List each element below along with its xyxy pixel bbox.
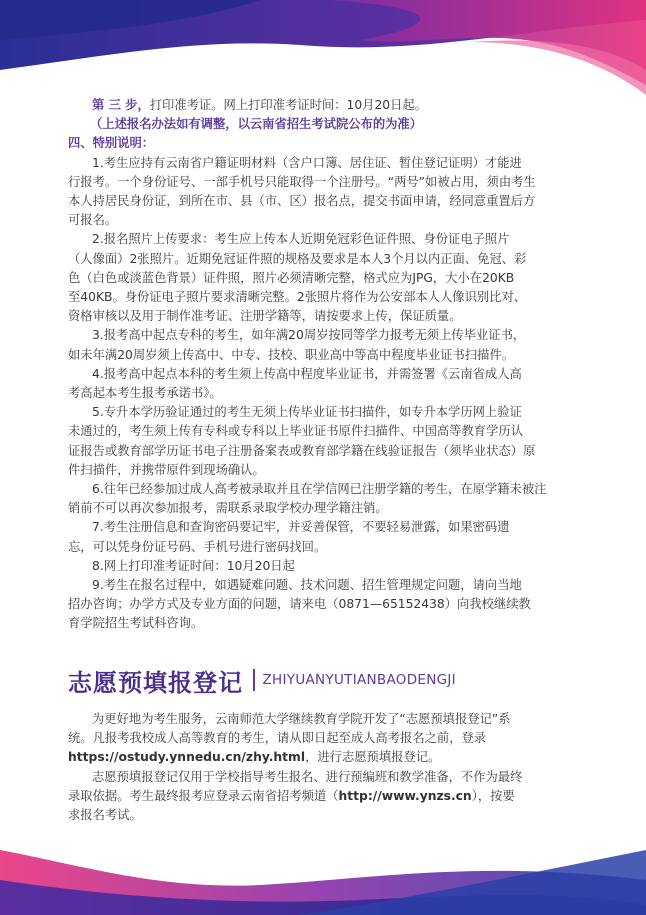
item-line: 本人持居民身份证，到所在市、县（市、区）报名点，提交书面申请，经同意重置后方 [68, 194, 536, 209]
para2-line1: 志愿预填报登记仅用于学校指导考生报名、进行预编班和教学准备，不作为最终 [92, 769, 523, 784]
para2-line2 [68, 787, 580, 806]
item-line: 色（白色或淡蓝色背景）证件照，照片必须清晰完整，格式应为JPG，大小在20KB [68, 270, 515, 285]
item-line: 销前不可以再次参加报考，需联系录取学校办理学籍注销。 [68, 501, 388, 516]
item-line: 件扫描件，并携带原件到现场确认。 [68, 462, 265, 477]
item-line: 至40KB。身份证电子照片要求清晰完整。2张照片将作为公安部本人人像识别比对、 [68, 290, 527, 305]
item-line: 4.报考高中起点本科的考生须上传高中程度毕业证书，并需签署《云南省成人高 [92, 366, 522, 381]
step3-line [68, 96, 580, 115]
item-line: 5.专升本学历验证通过的考生无须上传毕业证书扫描件，如专升本学历网上验证 [92, 405, 522, 420]
item-line: 资格审核以及用于制作准考证、注册学籍等，请按要求上传，保证质量。 [68, 309, 462, 324]
para1-line1: 为更好地为考生服务，云南师范大学继续教育学院开发了“志愿预填报登记”系 [92, 712, 511, 726]
para2-line2-tail: ），按要 [471, 788, 515, 803]
item-6 [68, 480, 580, 518]
item-line: 行报考。一个身份证号、一部手机号只能取得一个注册号。“两号”如被占用，须由考生 [68, 174, 536, 189]
item-line: 9.考生在报名过程中，如遇疑难问题、技术问题、招生管理规定问题，请向当地 [92, 578, 522, 593]
item-line: 未通过的，考生须上传有专科或专科以上毕业证书原件扫描件、中国高等教育学历认 [68, 424, 523, 439]
ostudy-link[interactable]: https://ostudy.ynnedu.cn/zhy.html [68, 750, 306, 765]
item-line: 考高起本考生报考承诺书》。 [68, 386, 222, 401]
section-title [68, 664, 456, 696]
item-1 [68, 154, 580, 231]
section-title-en: ZHIYUANYUTIANBAODENGJI [262, 672, 456, 688]
para1-line3-tail: ，进行志愿预填报登记。 [305, 750, 441, 765]
item-line: 招办咨询；办学方式及专业方面的问题，请来电（0871—65152438）向我校继续教 [68, 597, 531, 612]
item-line: 可报名。 [68, 213, 118, 228]
section4-heading: 四、特别说明： [68, 136, 155, 151]
item-3 [68, 326, 580, 364]
item-line: 1.考生应持有云南省户籍证明材料（含户口簿、居住证、暂住登记证明）才能进 [92, 155, 522, 170]
para2-line3: 求报名考试。 [68, 808, 142, 823]
step3-label: 第 三 步， [92, 98, 150, 112]
para1-line3 [68, 748, 580, 767]
item-line: 2.报名照片上传要求：考生应上传本人近期免冠彩色证件照、身份证电子照片 [92, 232, 510, 247]
adjustment-note: （上述报名办法如有调整，以云南省招生考试院公布的为准） [90, 117, 423, 132]
bottom-wave-decoration [0, 820, 646, 915]
item-7 [68, 518, 580, 556]
item-8 [68, 557, 580, 576]
item-line: 如未年满20周岁须上传高中、中专、技校、职业高中等高中程度毕业证书扫描件。 [68, 347, 515, 362]
ynzs-link[interactable]: http://www.ynzs.cn [338, 788, 472, 803]
item-line: 育学院招生考试科咨询。 [68, 616, 204, 631]
section-title-cn: 志愿预填报登记 [68, 668, 243, 697]
item-line: 忘，可以凭身份证号码、手机号进行密码找回。 [68, 539, 327, 554]
item-9 [68, 576, 580, 634]
item-line: 7.考生注册信息和查询密码要记牢，并妥善保管，不要轻易泄露，如果密码遗 [92, 520, 510, 535]
main-content [68, 96, 580, 634]
title-divider [253, 669, 255, 691]
preregistration-content [68, 710, 580, 825]
item-line: 证报告或教育部学历证书电子注册备案表或教育部学籍在线验证报告（须毕业状态）原 [68, 443, 536, 458]
top-wave-decoration [0, 0, 646, 95]
item-line: 6.往年已经参加过成人高考被录取并且在学信网已注册学籍的考生，在原学籍未被注 [92, 482, 547, 497]
step3-text: 打印准考证。网上打印准考证时间：10月20日起。 [149, 98, 427, 112]
para2-line2-head: 录取依据。考生最终报考应登录云南省招考频道（ [68, 788, 339, 803]
item-line: （人像面）2张照片。近期免冠证件照的规格及要求是本人3个月以内正面、免冠、彩 [68, 251, 527, 266]
item-line: 3.报考高中起点专科的考生，如年满20周岁按同等学力报考无须上传毕业证书， [92, 328, 526, 343]
item-5 [68, 403, 580, 480]
item-line: 8.网上打印准考证时间：10月20日起 [92, 558, 295, 573]
item-2 [68, 230, 580, 326]
para1-line2: 统。凡报考我校成人高等教育的考生，请从即日起至成人高考报名之前，登录 [68, 731, 487, 746]
item-4 [68, 365, 580, 403]
